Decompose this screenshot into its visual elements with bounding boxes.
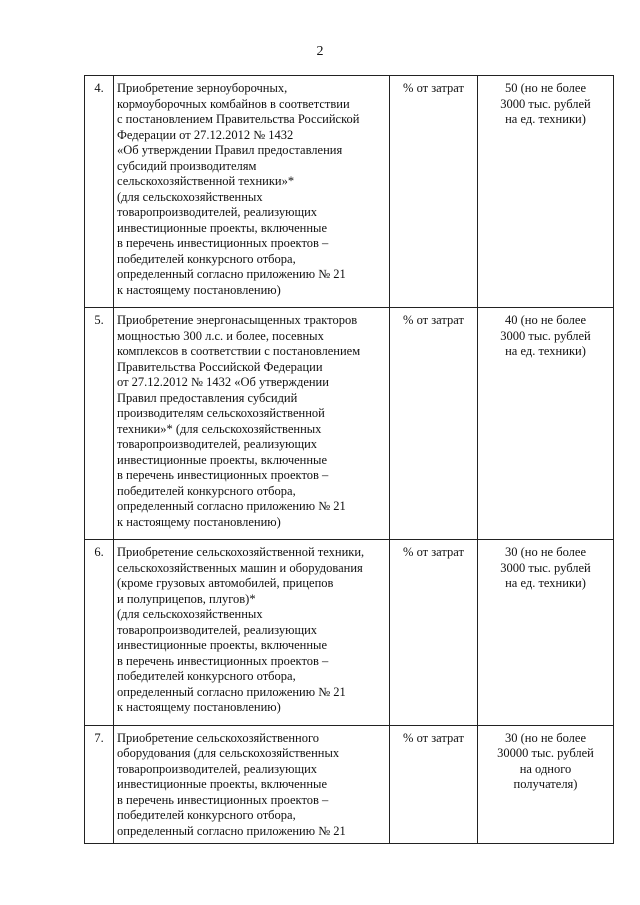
description-line: Правительства Российской Федерации <box>117 359 323 374</box>
description-line: инвестиционные проекты, включенные <box>117 638 327 652</box>
description-line: Приобретение сельскохозяйственного <box>117 730 320 745</box>
row-unit: % от затрат <box>390 76 478 308</box>
rate-line: 30000 тыс. рублей <box>497 746 594 760</box>
description-line: в перечень инвестиционных проектов – <box>117 792 329 807</box>
rate-line: 3000 тыс. рублей <box>500 96 591 111</box>
description-line: к настоящему постановлению) <box>117 282 281 297</box>
row-description <box>114 76 390 308</box>
rate-line: 3000 тыс. рублей <box>500 560 591 575</box>
table-body <box>85 76 614 844</box>
subsidy-table <box>84 75 614 844</box>
description-line: товаропроизводителей, реализующих <box>117 205 318 219</box>
page-number: 2 <box>316 44 324 59</box>
description-line: (для сельскохозяйственных <box>117 607 263 621</box>
description-line: Приобретение энергонасыщенных тракторов <box>117 313 358 327</box>
row-description <box>114 308 390 540</box>
row-description <box>114 725 390 844</box>
description-line: сельскохозяйственной техники»* <box>117 174 295 188</box>
rate-line: на одного <box>519 761 572 776</box>
rate-line: 30 (но не более <box>505 545 586 559</box>
row-number: 4. <box>85 76 114 308</box>
description-line: «Об утверждении Правил предоставления <box>117 143 343 157</box>
rate-line: получателя) <box>513 777 578 791</box>
row-number: 7. <box>85 725 114 844</box>
description-line: к настоящему постановлению) <box>117 700 281 714</box>
description-line: субсидий производителям <box>117 158 257 173</box>
description-line: комплексов в соответствии с постановлением <box>117 344 361 358</box>
description-line: товаропроизводителей, реализующих <box>117 622 318 637</box>
description-line: победителей конкурсного отбора, <box>117 669 296 683</box>
rate-line: 50 (но не более <box>505 81 586 95</box>
description-line: мощностью 300 л.с. и более, посевных <box>117 328 324 343</box>
description-line: Правил предоставления субсидий <box>117 390 298 405</box>
row-rate <box>478 725 614 844</box>
description-line: Федерации от 27.12.2012 № 1432 <box>117 127 294 142</box>
description-line: производителям сельскохозяйственной <box>117 406 325 420</box>
rate-line: на ед. техники) <box>505 112 586 126</box>
description-line: победителей конкурсного отбора, <box>117 483 296 498</box>
row-number: 5. <box>85 308 114 540</box>
description-line: техники»* (для сельскохозяйственных <box>117 421 322 436</box>
table-row <box>85 540 614 726</box>
row-unit: % от затрат <box>390 540 478 726</box>
row-rate <box>478 540 614 726</box>
description-line: победителей конкурсного отбора, <box>117 808 296 822</box>
description-line: (кроме грузовых автомобилей, прицепов <box>117 576 334 590</box>
description-line: с постановлением Правительства Российской <box>117 112 360 126</box>
description-line: сельскохозяйственных машин и оборудования <box>117 560 363 575</box>
description-line: товаропроизводителей, реализующих <box>117 761 318 776</box>
row-unit: % от затрат <box>390 308 478 540</box>
description-line: кормоуборочных комбайнов в соответствии <box>117 96 350 111</box>
row-rate <box>478 308 614 540</box>
rate-line: 40 (но не более <box>505 313 586 327</box>
description-line: инвестиционные проекты, включенные <box>117 452 327 467</box>
description-line: товаропроизводителей, реализующих <box>117 437 318 451</box>
rate-line: 30 (но не более <box>505 730 586 745</box>
description-line: определенный согласно приложению № 21 <box>117 684 346 699</box>
description-line: в перечень инвестиционных проектов – <box>117 653 329 668</box>
description-line: (для сельскохозяйственных <box>117 189 263 204</box>
rate-line: 3000 тыс. рублей <box>500 328 591 343</box>
rate-line: на ед. техники) <box>505 344 586 358</box>
description-line: инвестиционные проекты, включенные <box>117 220 327 235</box>
rate-line: на ед. техники) <box>505 576 586 590</box>
description-line: определенный согласно приложению № 21 <box>117 499 346 513</box>
description-line: в перечень инвестиционных проектов – <box>117 468 329 482</box>
description-line: к настоящему постановлению) <box>117 514 281 529</box>
row-rate <box>478 76 614 308</box>
description-line: и полуприцепов, плугов)* <box>117 591 256 606</box>
table-row <box>85 308 614 540</box>
description-line: инвестиционные проекты, включенные <box>117 777 327 791</box>
description-line: оборудования (для сельскохозяйственных <box>117 746 340 760</box>
description-line: определенный согласно приложению № 21 <box>117 267 346 281</box>
description-line: Приобретение зерноуборочных, <box>117 81 288 95</box>
description-line: Приобретение сельскохозяйственной техники, <box>117 545 365 559</box>
row-unit: % от затрат <box>390 725 478 844</box>
row-number: 6. <box>85 540 114 726</box>
description-line: определенный согласно приложению № 21 <box>117 823 346 838</box>
description-line: от 27.12.2012 № 1432 «Об утверждении <box>117 375 329 389</box>
description-line: в перечень инвестиционных проектов – <box>117 236 329 250</box>
description-line: победителей конкурсного отбора, <box>117 251 296 266</box>
table-row <box>85 725 614 844</box>
row-description <box>114 540 390 726</box>
table-row <box>85 76 614 308</box>
